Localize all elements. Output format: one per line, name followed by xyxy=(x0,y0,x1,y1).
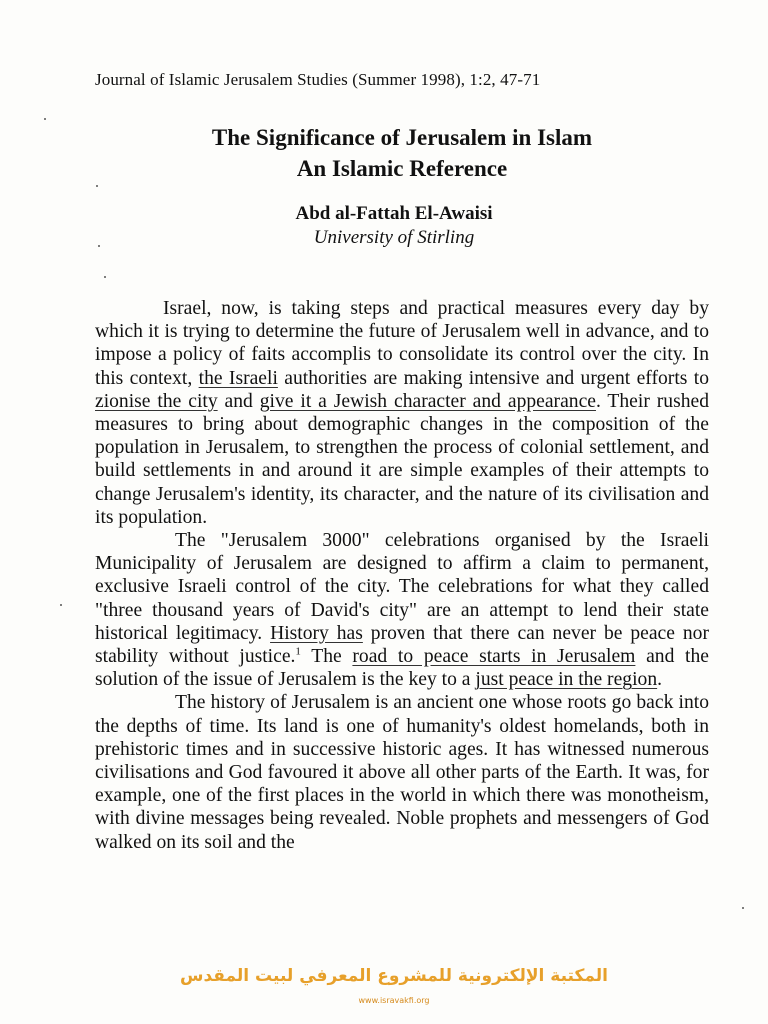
byline xyxy=(0,202,768,250)
p2-text-1: The "Jerusalem 3000" celebrations organised by the Israeli Municipality of Jerusalem are designed to affirm a claim to permanent, exclusive Israeli control of the city. The celebrations for what they called "three thousand years of David's city" are an attempt to lend their state historical legitimacy. xyxy=(95,530,709,644)
scan-speck xyxy=(60,604,62,606)
scan-speck xyxy=(104,276,106,278)
p1-text-2: authorities are making intensive and urgent efforts to xyxy=(277,367,709,389)
footnote-marker[interactable]: 1 xyxy=(295,645,301,658)
p2-text-4: and the solution of the issue of Jerusalem is the key to a xyxy=(95,646,709,691)
scan-speck xyxy=(44,118,46,120)
article-body xyxy=(95,297,709,854)
footer-url-link[interactable]: www.isravakfi.org xyxy=(358,996,430,1005)
p1-text-3: and xyxy=(217,390,260,412)
author-name: Abd al-Fattah El-Awaisi xyxy=(295,203,493,224)
p1-underlined-1: the Israeli xyxy=(198,367,278,389)
paragraph-3: The history of Jerusalem is an ancient one whose roots go back into the depths of time. Its land is one of humanity's oldest homelands, both in prehistoric times and in successive historic ages. It has witnessed numerous civilisations and God favoured it above all other parts of the Earth. It was, for example, one of the first places in the world in which there was monotheism, with divine messages being revealed. Noble prophets and messengers of God walked on its soil and the xyxy=(95,692,709,853)
journal-citation: Journal of Islamic Jerusalem Studies (Summer 1998), 1:2, 47-71 xyxy=(95,70,541,89)
p1-underlined-3: give it a Jewish character and appearance xyxy=(259,390,596,412)
scan-speck xyxy=(96,185,98,187)
title-line-2: An Islamic Reference xyxy=(296,156,508,181)
p1-text-4: . Their rushed measures to bring about demographic changes in the composition of the population in Jerusalem, to strengthen the process of colonial settlement, and build settlements in and around it are simple examples of their attempts to change Jerusalem's identity, its character, and the nature of its civilisation and its population. xyxy=(95,390,709,528)
p2-underlined-2: road to peace starts in Jerusalem xyxy=(352,646,636,668)
p1-underlined-2: zionise the city xyxy=(95,390,218,412)
p1-text-1: Israel, now, is taking steps and practical measures every day by which it is trying to determine the future of Jerusalem well in advance, and to impose a policy of faits accomplis to consolidate its control over the city. In this context, xyxy=(95,298,709,389)
footer-library-name: المكتبة الإلكترونية للمشروع المعرفي لبيت المقدس xyxy=(179,966,608,986)
article-title xyxy=(0,122,768,184)
p2-underlined-3: just peace in the region xyxy=(475,669,658,691)
p2-text-5: . xyxy=(657,669,663,691)
scan-speck xyxy=(742,907,744,909)
title-line-1: The Significance of Jerusalem in Islam xyxy=(211,125,593,150)
paragraph-1 xyxy=(95,297,709,529)
author-affiliation: University of Stirling xyxy=(313,227,475,248)
p2-underlined-1: History has xyxy=(270,622,363,644)
scan-speck xyxy=(98,245,100,247)
p2-text-2: proven that there can never be peace nor stability without justice. xyxy=(95,622,709,668)
p2-text-3: The xyxy=(300,646,353,668)
paragraph-2 xyxy=(95,529,709,691)
